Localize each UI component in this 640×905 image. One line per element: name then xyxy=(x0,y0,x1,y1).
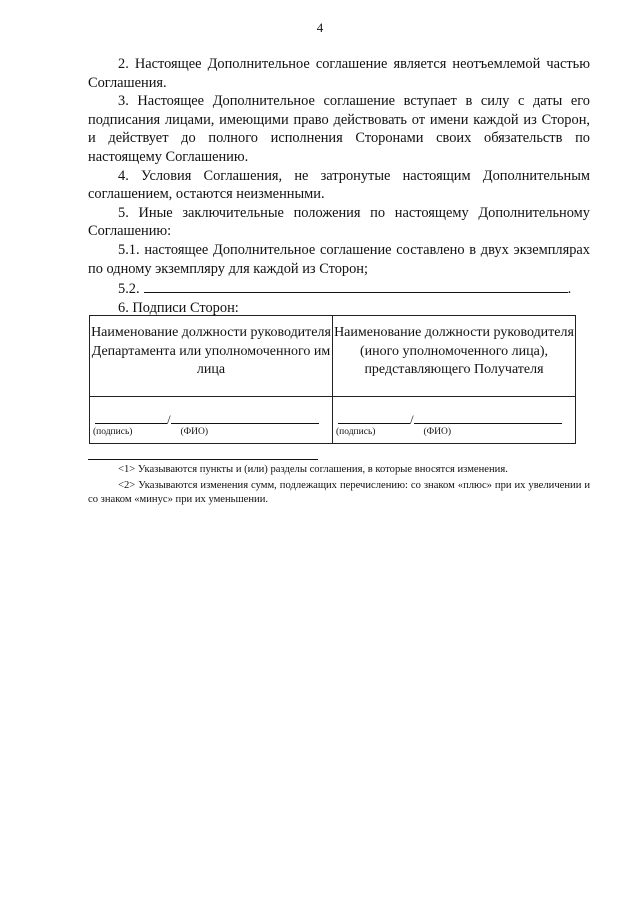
left-position-title: Наименование должности руководителя Департамента или уполномоченного им лица xyxy=(91,325,331,377)
left-signature-line xyxy=(95,411,319,428)
right-fio-caption: (ФИО) xyxy=(423,427,452,437)
right-sign-blank xyxy=(338,411,410,424)
right-slash: / xyxy=(410,412,414,427)
paragraph-5-1: 5.1. настоящее Дополнительное соглашение составлено в двух экземплярах по одному экземпляру для каждой из Сторон; xyxy=(88,241,590,277)
paragraph-2: 2. Настоящее Дополнительное соглашение является неотъемлемой частью Соглашения. xyxy=(88,56,590,91)
footnote-separator xyxy=(88,459,318,460)
paragraph-6: 6. Подписи Сторон: xyxy=(118,299,239,316)
right-signature-line xyxy=(338,411,562,428)
left-fio-blank xyxy=(171,411,319,424)
paragraph-5-2-end: . xyxy=(567,281,572,298)
footnote-2: <2> Указываются изменения сумм, подлежащих перечислению: со знаком «плюс» при их увеличении и со знаком «минус» при их уменьшении. xyxy=(88,479,590,505)
paragraph-3: 3. Настоящее Дополнительное соглашение вступает в силу с даты его подписания лицами, имеющими право действовать от имени каждой из Сторон, и действует до полного исполнения Сторонами своих обязательств по настоящему Соглашению. xyxy=(88,93,590,165)
signature-cell-left xyxy=(90,397,333,444)
paragraph-5-2-label: 5.2. xyxy=(118,281,140,298)
left-signature-captions xyxy=(93,427,208,437)
right-signature-captions xyxy=(336,427,451,437)
paragraph-5-2 xyxy=(88,278,590,299)
right-fio-blank xyxy=(414,411,562,424)
page-number: 4 xyxy=(316,20,324,35)
left-sign-blank xyxy=(95,411,167,424)
footnotes xyxy=(88,463,590,508)
right-position-title: Наименование должности руководителя (иного уполномоченного лица), представляющего Получателя xyxy=(334,325,574,377)
signature-cell-right xyxy=(333,397,576,444)
blank-fill-line xyxy=(144,278,568,293)
signature-table xyxy=(89,315,576,444)
signature-cell-right-header xyxy=(333,316,576,397)
left-slash: / xyxy=(167,412,171,427)
signature-cell-left-header xyxy=(90,316,333,397)
left-fio-caption: (ФИО) xyxy=(180,427,209,437)
footnote-1: <1> Указываются пункты и (или) разделы соглашения, в которые вносятся изменения. xyxy=(118,464,508,475)
right-sign-caption: (подпись) xyxy=(336,427,376,437)
document-body xyxy=(88,55,590,317)
left-sign-caption: (подпись) xyxy=(93,427,133,437)
paragraph-4: 4. Условия Соглашения, не затронутые настоящим Дополнительным соглашением, остаются неизменными. xyxy=(88,167,590,203)
paragraph-5: 5. Иные заключительные положения по настоящему Дополнительному Соглашению: xyxy=(88,204,590,240)
